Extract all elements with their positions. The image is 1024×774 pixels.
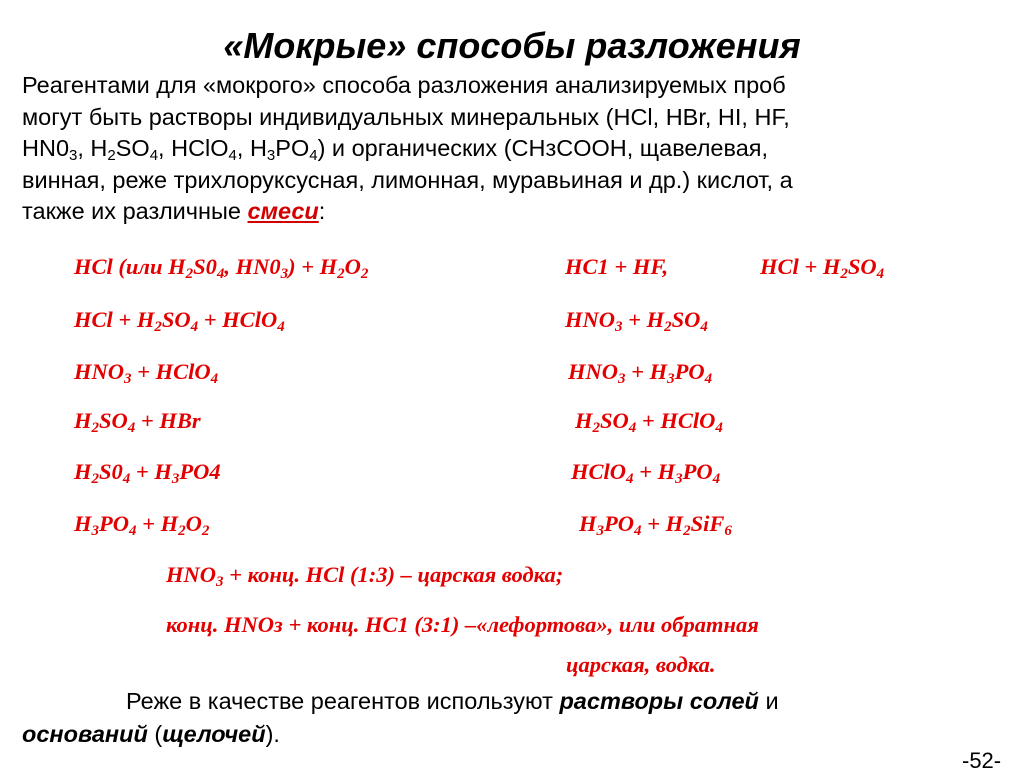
intro-line-5: также их различные смеси: — [22, 198, 326, 224]
aqua-regia-line: $HNO_3$ + конц. HCl (1:3) – царская водка; — [166, 562, 564, 590]
mixture-formula: $HNO_3 + H_3PO_4$ — [568, 359, 713, 387]
slide-title: «Мокрые» способы разложения — [223, 25, 801, 66]
intro-line-2: могут быть растворы индивидуальных минеральных (HCl, HBr, HI, HF, — [22, 103, 790, 130]
intro-paragraph — [22, 70, 1012, 228]
mixtures-keyword: смеси — [247, 198, 319, 224]
mixture-formula: HCl (или $H_2S0_4$, $HN0_3) + H_2O_2$ — [74, 254, 369, 282]
mixture-formula: $HNO_3 + H_2SO_4$ — [565, 307, 708, 335]
closing-line-1: Реже в качестве реагентов используют растворы солей и — [126, 688, 779, 714]
closing-paragraph — [22, 685, 1012, 751]
intro-line-3: $HN0_3$, $H_2SO_4$, HClO$_4$, $H_3PO_4$) и органических (CHзCOOH, щавелевая, — [22, 135, 769, 164]
mixture-formula: HClO$_4$ + $H_3PO_4$ — [571, 459, 721, 487]
mixture-formula: HCl + $H_2SO_4$ — [760, 254, 885, 282]
page-number: -52- — [962, 748, 1002, 773]
intro-line-4: винная, реже трихлоруксусная, лимонная, муравьиная и др.) кислот, а — [22, 166, 793, 193]
mixture-formula: HCl + $H_2SO_4$ + HClO$_4$ — [74, 307, 285, 335]
mixture-formula: $H_3PO_4 + H_2O_2$ — [74, 511, 210, 539]
mixture-formula: $H_3PO_4 + H_2SiF_6$ — [579, 511, 732, 539]
mixture-formula: $H_2SO_4$ + HClO$_4$ — [575, 408, 723, 436]
closing-line-2: оснований (щелочей). — [22, 721, 280, 747]
mixture-formula: $H_2S0_4 + H_3PO4$ — [74, 459, 221, 487]
mixture-formula: $H_2SO_4$ + HBr — [74, 408, 201, 436]
mixture-formula: HC1 + HF, — [565, 254, 669, 279]
mixture-formula: $HNO_3$ + HClO$_4$ — [74, 359, 219, 387]
lefort-mixture-line: конц. HNOз + конц. HC1 (3:1) –«лефортова», или обратная — [166, 612, 759, 637]
intro-line-1: Реагентами для «мокрого» способа разложения анализируемых проб — [22, 72, 786, 98]
lefort-mixture-line-cont: царская, водка. — [566, 652, 716, 677]
